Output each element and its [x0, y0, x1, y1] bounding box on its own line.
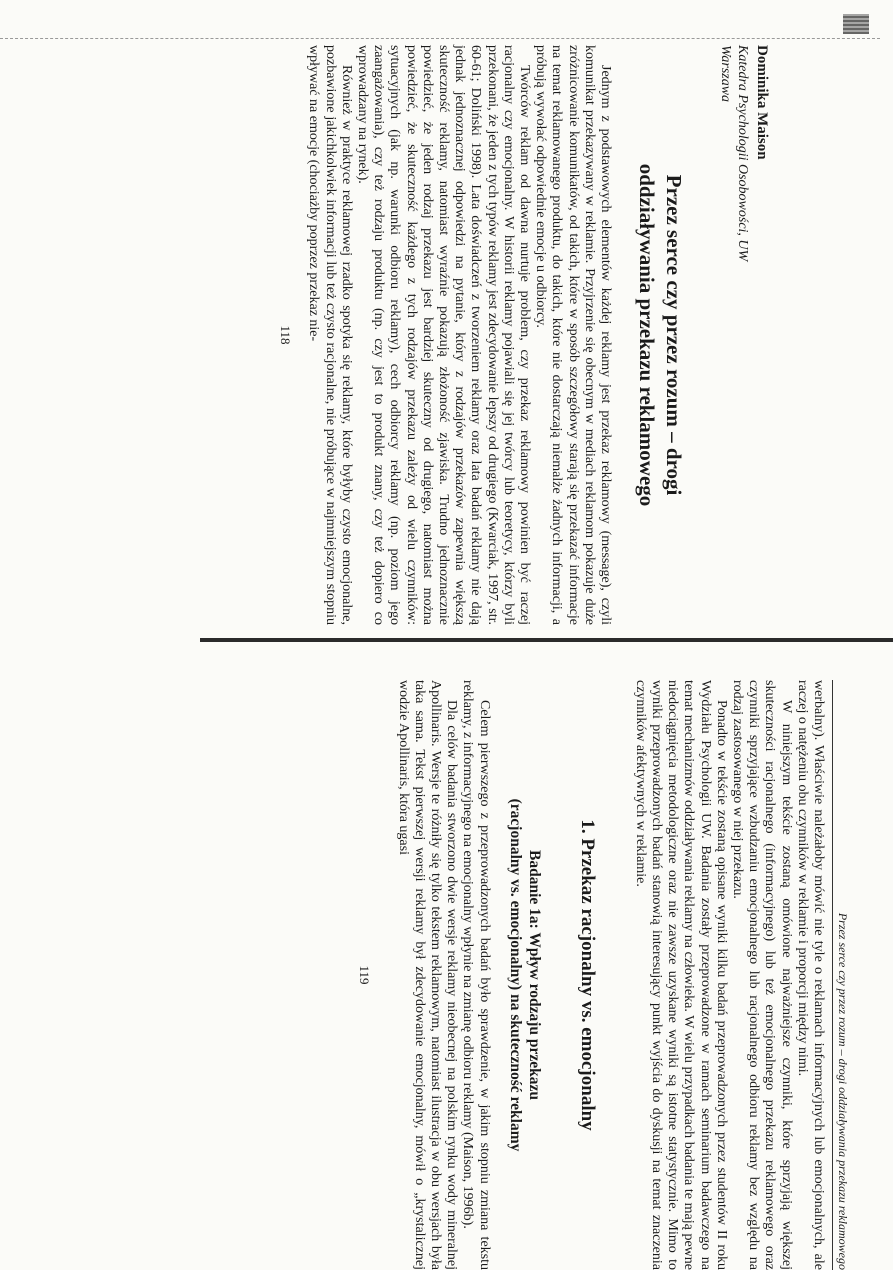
- page-divider: [200, 638, 893, 642]
- paragraph: Ponadto w tekście zostaną opisane wyniki kilku badań przeprowadzonych przez studentów II roku Wydziału Psychologii UW. Badania zostały przeprowadzone w ramach seminarium badawczego na temat mechanizmów oddziaływania reklamy na człowieka. W wielu przypadkach badania te mają pewne niedociągnięcia metodologiczne oraz nie zawsze uzyskane wyniki są istotne statystycznie. Mimo to wyniki przeprowadzonych badań stanowią interesujący punkt wyjścia do dyskusji na temat znaczenia czynników afektywnych w reklamie.: [632, 680, 729, 1270]
- scan-top-line: [0, 38, 880, 39]
- running-head: Przez serce czy przez rozum – drogi oddziaływania przekazu reklamowego: [832, 680, 850, 1270]
- affiliation-line-2: Warszawa: [718, 45, 733, 103]
- subsection-heading: [506, 680, 544, 1270]
- page-119: [120, 680, 850, 1270]
- paragraph: W niniejszym tekście zostaną omówione najważniejsze czynniki, które sprzyjają większej skuteczności racjonalnego (informacyjnego) lub też emocjonalnego przekazu reklamowego oraz czynniki sprzyjające wzbudzaniu emocjonalnego lub racjonalnego odbioru reklamy bez względu na rodzaj zastosowanego w niej przekazu.: [729, 680, 794, 1270]
- subsection-line-1: Badanie 1a: Wpływ rodzaju przekazu: [525, 849, 543, 1101]
- author-name: Dominika Maison: [754, 45, 770, 160]
- affiliation-line-1: Katedra Psychologii Osobowości, UW: [735, 45, 750, 262]
- paragraph: Twórców reklam od dawna nurtuje problem, czy przekaz reklamowy powinien być raczej racjonalny czy emocjonalny. W historii reklamy pojawiali się jej twórcy lub teoretycy, którzy byli przekonani, że jeden z tych typów reklamy jest zdecydowanie lepszy od drugiego (Kwarciak, 1997, str. 60-61; Doliński 1998). Lata doświadczeń z tworzeniem reklamy oraz lata badań reklamy nie dają jednak jednoznacznej odpowiedzi na pytanie, który z rodzajów przekazów zapewnia większą skuteczność reklamy, natomiast wyraźnie pokazują złożoność zjawiska. Trudno jednoznacznie powiedzieć, że jeden rodzaj przekazu jest bardziej skuteczny od drugiego, natomiast można powiedzieć, że skuteczność każdego z tych rodzajów przekazu zależy od wielu czynników: sytuacyjnych (jak np. warunki odbioru reklamy), cech odbiorcy reklamy (np. poziom jego zaangażowania), czy też rodzaju produktu (np. czy jest to produkt znany, czy też dopiero co wprowadzany na rynek).: [354, 45, 532, 625]
- page-number: 118: [278, 325, 294, 345]
- title-line-1: Przez serce czy przez rozum – drogi: [662, 174, 686, 496]
- page-118: [110, 45, 770, 625]
- title-line-2: oddziaływania przekazu reklamowego: [635, 163, 659, 507]
- paragraph: Dla celów badania stworzono dwie wersje reklamy nieobecnej na polskim rynku wody mineralnej Apollinaris. Wersje te różniły się tylko tekstem reklamowym, natomiast ilustracja w obu wersjach była taka sama. Tekst pierwszej wersji reklamy był zdecydowanie emocjonalny, mówił o „krystalicznej wodzie Apollinaris, która ugasi: [395, 680, 460, 1270]
- paragraph: werbalny). Właściwie należałoby mówić nie tyle o reklamach informacyjnych lub emocjonalnych, ale raczej o natężeniu obu czynników w reklamie i proporcji między nimi.: [794, 680, 826, 1270]
- author-affiliation: [717, 45, 751, 625]
- subsection-line-2: (racjonalny vs. emocjonalny) na skuteczność reklamy: [506, 798, 524, 1152]
- section-heading: 1. Przekaz racjonalny vs. emocjonalny: [576, 819, 598, 1131]
- page-number: 119: [357, 965, 373, 985]
- paragraph: Jednym z podstawowych elementów każdej reklamy jest przekaz reklamowy (message), czyli komunikat przekazywany w reklamie. Przyjrzenie się obecnym w mediach reklamom pokazuje duże zróżnicowanie komunikatów, od takich, które w sposób szczegółowy starają się przekazać informacje na temat reklamowanego produktu, do takich, które nie dostarczają niemalże żadnych informacji, a próbują wywołać odpowiednie emocje u odbiorcy.: [533, 45, 613, 625]
- article-title: [633, 45, 687, 625]
- paragraph: Celem pierwszego z przeprowadzonych badań było sprawdzenie, w jakim stopniu zmiana tekstu reklamy, z informacyjnego na emocjonalny wpłynie na zmianę odbioru reklamy (Maison, 1996b).: [460, 680, 492, 1270]
- paragraph: Również w praktyce reklamowej rzadko spotyka się reklamy, które byłyby czysto emocjonalne, pozbawione jakichkolwiek informacji lub też czysto racjonalne, nie próbujące w najmniejszym stopniu wpływać na emocje (chociażby poprzez przekaz nie-: [306, 45, 354, 625]
- scan-edge-mark: [843, 14, 869, 34]
